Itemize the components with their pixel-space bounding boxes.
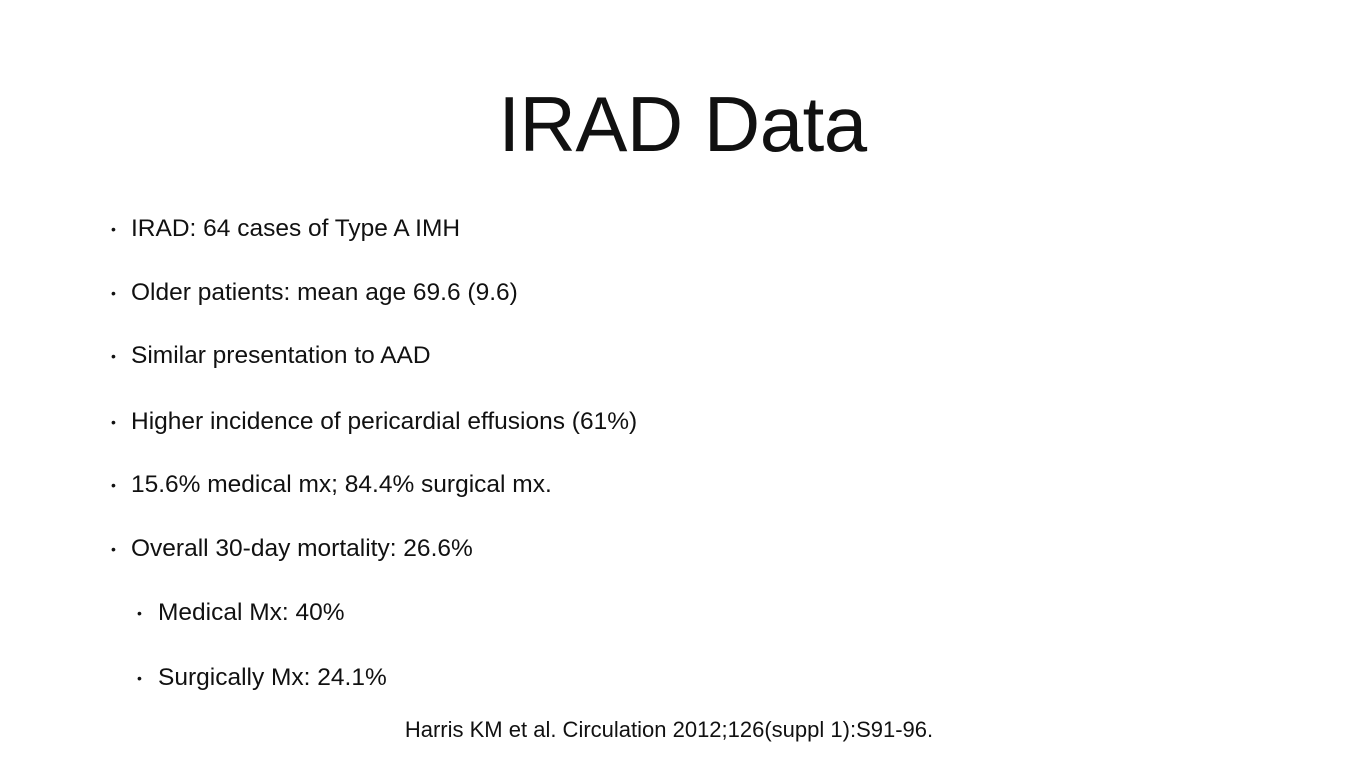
bullet-dot-icon: • — [111, 221, 116, 237]
bullet-dot-icon: • — [111, 348, 116, 364]
bullet-text: Higher incidence of pericardial effusions (61%) — [131, 408, 638, 435]
bullet-text: 15.6% medical mx; 84.4% surgical mx. — [131, 471, 552, 498]
slide-title: IRAD Data — [498, 80, 867, 168]
bullet-text: IRAD: 64 cases of Type A IMH — [131, 215, 461, 242]
bullet-dot-icon: • — [111, 414, 116, 430]
bullet-dot-icon: • — [111, 285, 116, 301]
sub-bullet-text: Medical Mx: 40% — [158, 599, 345, 626]
bullet-text: Overall 30-day mortality: 26.6% — [131, 535, 473, 562]
citation: Harris KM et al. Circulation 2012;126(suppl 1):S91-96. — [404, 717, 934, 742]
bullet-dot-icon: • — [137, 605, 142, 621]
sub-bullet-text: Surgically Mx: 24.1% — [158, 664, 387, 691]
bullet-dot-icon: • — [111, 541, 116, 557]
bullet-text: Older patients: mean age 69.6 (9.6) — [131, 279, 518, 306]
bullet-dot-icon: • — [111, 477, 116, 493]
bullet-text: Similar presentation to AAD — [131, 342, 431, 369]
bullet-dot-icon: • — [137, 670, 142, 686]
